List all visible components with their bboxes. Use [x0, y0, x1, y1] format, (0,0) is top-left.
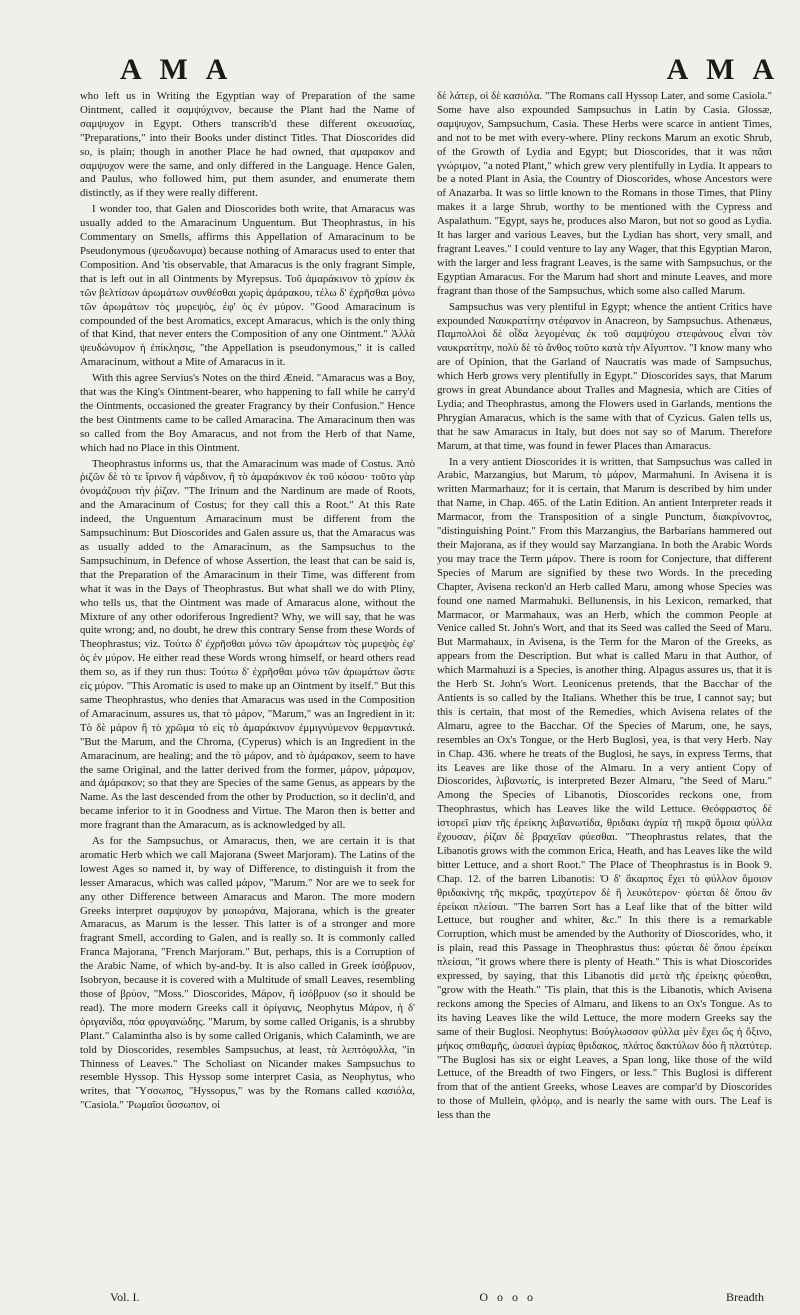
page-footer	[110, 1290, 764, 1305]
running-head-right: A M A	[666, 53, 780, 86]
catchword: Breadth	[726, 1290, 764, 1304]
paragraph: who left us in Writing the Egyptian way of Preparation of the same Ointment, called it σαμψύχινον, because the Plant had the Name of σαμψυχον in Egypt. Others transcrib'd these different σκευασίας, "Preparations," into their Books under distinct Titles. That Dioscorides did so, is plain; though in another Place he had owned, that αμαρακον and σαμψυχον were the same, and only differed in the Language. Hence Galen, and Paulus, who followed him, put them asunder, and enumerate them distinctly, as if they were really different.	[80, 90, 415, 200]
running-head-left: A M A	[120, 53, 234, 86]
paragraph: δὲ λάτερ, οἱ δὲ κασιόλα. "The Romans call Hyssop Later, and some Casiola." Some have also expounded Sampsuchus in Latin by Casia. Glossæ, σαμψυχον, Sampsuchum, Casia. These Herbs were scarce in antient Times, and not to be met with every-where. Pliny reckons Marum an exotic Shrub, of the Growth of Lydia and Egypt; but Dioscorides, that it was πᾶσι γνώριμον, "a noted Plant," which grew very plentifully in Lydia. It appears to be a noted Plant in Asia, the Country of Dioscorides, whose Ancestors were of Anazarba. It was so little known to the Romans in those Times, that Pliny makes it a large Shrub, worthy to be mentioned with the Cypress and Aspalathum. "Egypt, says he, produces also Maron, but not so good as Lydia. It has larger and various Leaves, but the Lydian has short, very small, and fragrant Leaves." I could venture to lay any Wager, that this Egyptian Maron, with the larger and less fragrant Leaves, is the same with Sampsuchus, or the Egyptian Amaracus. For the Marum had short and minute Leaves, and more fragrant than those of the Sampsuchus, which some also called Marum.	[437, 90, 772, 297]
paragraph: Theophrastus informs us, that the Amaracinum was made of Costus. Ἀπὸ ῥιζῶν δὲ τὸ τε ἴρινον ἢ νάρδινον, ἢ τὸ ἀμαράκινον ἐκ τοῦ κόσου· τοῦτο γὰρ ὀνομάζουσι τὴν ῥίζαν. "The Irinum and the Nardinum are made of Roots, and the Amaracinum of Costus; for they call this a Root." At this Rate indeed, the Unguentum Amaracinum must be different from the Sampsuchinum: But Dioscorides and Galen assure us, that the Amaracus was as usually added to the Amaracinum, as the Sampsuchus to the Sampsuchinum, in Defence of whose Assertion, the least that can be said is, that the Preparation of the Amaracinum in their Time, was different from what it was in the Days of Theophrastus. But what shall we do with Pliny, who tells us, that the Ointment was made of Amaracus alone, without the Mixture of any other odoriferous Ingredient? Why, we will say, that he was quite wrong; and, no doubt, he drew this contrary Sense from these Words of Theophrastus; viz. Τούτω δ' ἐχρῆσθαι μόνω τῶν ἀρωμάτων τὸς μυρεψὸς ἐφ' ὁς ἐν μύρον. He either read these Words wrong himself, or heard others read them so, as if they run thus: Τούτω δ' ἐχρῆσθαι μόνω τῶν ἀρωμάτων ὥστε εἰς μύρον. "This Aromatic is used to make up an Ointment by itself." But this same Theophrastus, who denies that Amaracus was used in the Composition of Amaracinum, assures us, that τὸ μάρον, "Marum," was an Ingredient in it: Τὸ δὲ μάρον ἢ τὸ χρῶμα τὸ εἰς τὸ ἀμαράκινον ἐμμιγνύμενον θερμαντικά. "But the Marum, and the Chroma, (Cyperus) which is an Ingredient in the Amaracinum, are healing; and the τὸ μάρον, and τὸ ἀμάρακον, seem to have the same Original, and the latter derived from the former, μάρον, μάραμον, and ἀμάρακον; so that they are Species of the same Genus, as appears by the Name. As the last descended from the other by Production, so it declin'd, and became inferior to it in Goodness and Virtue. The Maron then is better and more fragrant than the Amaracum, as is acknowledged by all.	[80, 457, 415, 832]
right-column	[437, 90, 772, 1285]
paragraph: As for the Sampsuchus, or Amaracus, then, we are certain it is that aromatic Herb which we call Majorana (Sweet Marjoram). The Latins of the lowest Ages so named it, by way of Difference, to distinguish it from the lesser Amaracus, which was called μάρον, "Marum." Nor are we to seek for any other Difference between Amaracus and Maron. The more modern Greeks interpret σαμψυχον by μαιωράνα, Majorana, which is the greater Amaracus, as Marum is the lesser. This latter is of a stronger and more fragrant Smell, according to Galen, and is really so. It is commonly called Franca Majorana, "French Marjoram." But, perhaps, this is a Corruption of the Arabic Name, of which by-and-by. It is also called in Greek ἰσόβρυον, Isobryon, because it is covered with a Multitude of small Leaves, resembling those of βρύον, "Moss." Dioscorides, Μάρον, ἢ ἰσόβρυον (so it should be read). The more modern Greeks call it ὀρίγανις, Neophytus Μάρον, ἡ δ' ὀριγανίδα, πόα φρυγανώδης. "Marum, by some called Origanis, is a shrubby Plant." Calamintha also is by some called Origanis, which Calaminth, we are told by Dioscorides, resembles Sampsuchus, at least, τὰ λεπτόφυλλα, "in Thinness of Leaves." The Scholiast on Nicander makes Sampsuchus to resemble Hyssop. This Hyssop some interpret Casia, as Neophytus, who writes, that Ὕσσωπος, "Hyssopus," was by the Romans called κασιόλα, "Casiola." Ῥωμαῖοι ὕσσωπον, οἱ	[80, 835, 415, 1112]
paragraph: Sampsuchus was very plentiful in Egypt; whence the antient Critics have expounded Ναυκρατίτην στέφανον in Anacreon, by Sampsuchus. Athenæus, Παμπολλοὶ δὲ οἶδα λεγομένας ἐκ τοῦ σαμψύχου στεφάνους εἶναι τὸν ναυκρατίτην, πολὺ δὲ τὸ ἄνθος τοῦτο κατὰ τὴν Αἴγυπτον. "I know many who are of Opinion, that the Garland of Naucratis was made of Sampsuchus, which Herb grows very plentifully in Egypt." Dioscorides says, that Marum grows in great Abundance about Tralles and Magnesia, which are Cities of Lydia; and Theophrastus, among the Flowers used in Garlands, mentions the Phrygian Amaracus, which is the same with that of Cyzicus. Galen tells us, that he saw Amaracus in Italy, but does not say so of Marum. Therefore Marum, at that time, was found in fewer Places than Amaracus.	[437, 300, 772, 452]
paragraph: With this agree Servius's Notes on the third Æneid. "Amaracus was a Boy, that was the King's Ointment-bearer, who happening to fall while he carry'd the Ointments, occasioned the greater Fragrancy by their Confusion." Hence the best Ointments came to be called Amaracina. The Amaracinum then was so called from the Boy Amaracus, and not from the Herb of that Name, which had no Place in this Ointment.	[80, 372, 415, 454]
text-columns	[80, 90, 772, 1285]
paragraph: I wonder too, that Galen and Dioscorides both write, that Amaracus was usually added to the Amaracinum Unguentum. But Theophrastus, in his Commentary on Smells, affirms this Appellation of Amaracinum to be Pseudonymous (ψευδωνυμα) because nothing of Amaracus used to enter that Composition. And 'tis observable, that Amaracus is the only fragrant Simple, that is left out in all Ointments by Myrepsus. Τοῦ ἀμαράκινον τὸ χρίσιν ἐκ τῶν βελτίσων ἀρωμάτων συνθέσθαι χωρὶς ἀμάρακου, τέλω δ' ἐχρῆσθαι μόνω τῶν ἀρωμάτων τὸς μυρεψὸς, ἐφ' ὁς ἐν μύρον. "Good Amaracinum is compounded of the best Aromatics, except Amaracus, which is the only thing of that Kind, that never enters the Composition of any one Ointment." Ἀλλὰ ψευδώνυμον ἡ ἐπίκλησις, "the Appellation is pseudonymous," it is called Amaracinum, without a Mite of Amaracus in it.	[80, 203, 415, 369]
running-head	[120, 50, 780, 90]
paragraph: In a very antient Dioscorides it is written, that Sampsuchus was called in Arabic, Marzangius, but Marum, τὸ μάρον, Marmahuni. In Avisena it is written Marmarhauz; for it is certain, that Marum is described by him under that Name, in Chap. 465. of the Latin Edition. An antient Interpreter reads it Marmacor, from the Transposition of a single Punctum, διακρίνοντος, "distinguishing Point." From this Marzangius, the Barbarians hammered out their Majorana, as if they would say Marzangiana. In both the Arabic Words you may trace the Term μάρον. There is room for Conjecture, that different Species of Marum are signified by these two Words. In the preceding Chapter, Avisena reckon'd an Herb called Maru, among whose Species was found one named Marmahuki. Bellunensis, in his Lexicon, remarked, that Marmacor, or Marmahaux, was an Herb, which the common People at Venice called St. John's Wort, and that its Seed was called the Seed of Maru. But Marmahaux, in Avisena, is the Term for the Maron of the Greeks, as appears from the Description. But what is called Maru in that Author, of which Marmahuzi is a Species, is another thing. Alpagus assures us, that it is the Herb St. John's Wort. Leonicenus pretends, that the Bacchar of the Antients is so called by the Italians. Whether this be true, I cannot say; but this is certain, that most of the Remedies, which Avisena relates of the Almaru, agree to the Bacchar. Of the Species of Marum, one, he says, resembles an Ox's Tongue, or the Herb Buglosi, yea, is that very Herb. Nay in Chap. 436. where he treats of the Buglosi, he says, in express Terms, that its Leaves are like those of the Almaru. In a very antient Copy of Dioscorides, λιβανωτίς, is interpreted Bezer Almaru, "the Seed of Maru." Among the Species of Libanotis, Dioscorides reckons one, from Theophrastus, which has Leaves like the wild Lettuce. Θεόφραστος δὲ ἱστορεῖ μίαν τῆς ἐρείκης λιβανωτίδα, θριδακι ἀγρία τῇ πικρᾷ ὅμοια φύλλα ἔχουσαν, ῥίζαν δὲ βραχεῖαν φύεσθαι. "Theophrastus relates, that the Libanotis grows with the common Erica, Heath, and has Leaves like the wild bitter Lettuce, and a short Root." The Place of Theophrastus is in Book 9. Chap. 12. of the barren Libanotis: Ὁ δ' ἄκαρπος ἔχει τὸ φύλλον ὅμοιον θριδακίνης τῆς πικρᾶς, τραχύτερον δὲ ἢ λευκότερον· φύεται δὲ ὅπου ἂν ἐρείκαι πλείσαι. "The barren Sort has a Leaf like that of the bitter wild Lettuce, but rougher and whiter, &c." In this there is a remarkable Corruption, which must be amended by the Authority of Dioscorides, who, it is plain, read this Passage in Theophrastus thus: φύεται δὲ ὅπου ἐρείκαι πλείσαι, "it grows where there is plenty of Heath." This is what Dioscorides expressed, by saying, that this Libanotis did μετὰ τῆς ἐρείκης φύεσθαι, "grow with the Heath." 'Tis plain, that this is the Libanotis, which Avisena reckons among the Species of Almaru, and likens to an Ox's Tongue. As to its having Leaves like the wild Lettuce, the more modern Greeks say the same of their Buglosi. Neophytus: Βούγλωσσον φύλλα μὲν ἔχει ὥς ἡ ὄξινο, μήκος σπιθαμῆς, ὡσαυεὶ ἀγρίας θριδακος, πλάτος δακτύλων δύο ἢ πλατύτερ. "The Buglosi has six or eight Leaves, a Span long, like those of the wild Lettuce, of the Breadth of two Fingers, or less." This Buglosi is different from that of the antient Greeks, whose Leaves are compar'd by Dioscorides to those of Mullein, φλόμῳ, and is nearly the same with ours. The Leaf is less than the	[437, 455, 772, 1122]
volume-label: Vol. I.	[110, 1290, 140, 1304]
left-column	[80, 90, 415, 1285]
signature-mark: O o o o	[479, 1290, 537, 1304]
